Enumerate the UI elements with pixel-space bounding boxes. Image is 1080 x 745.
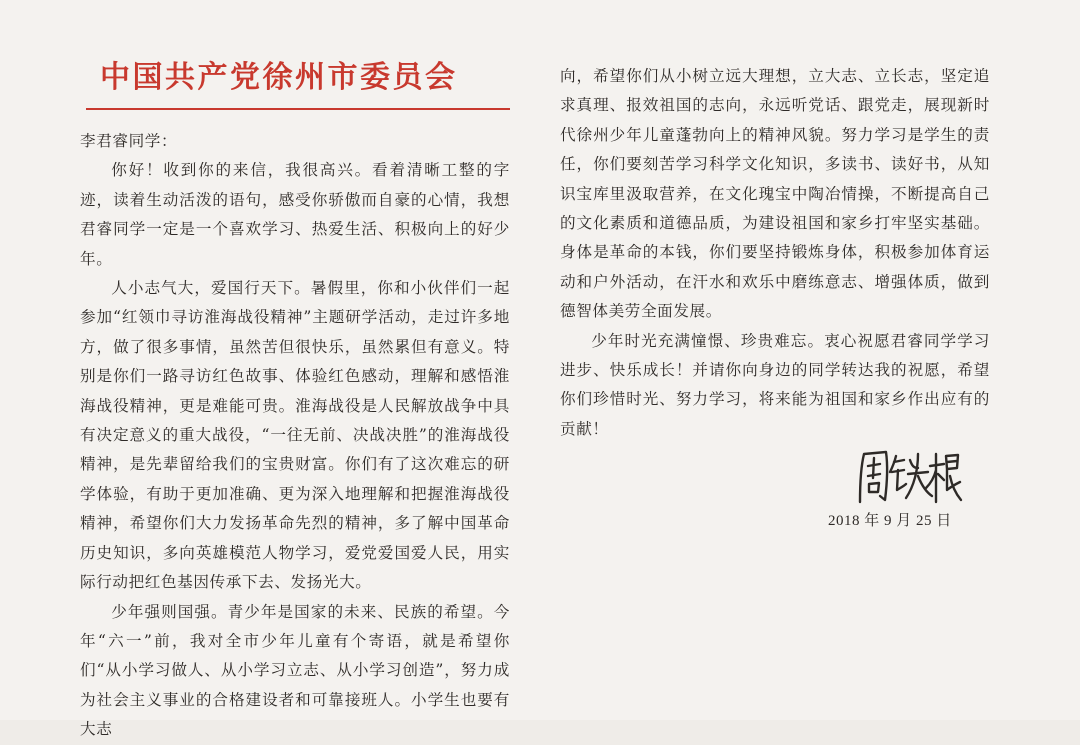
right-column (560, 0, 1010, 720)
letter-body-right (560, 62, 990, 444)
paragraph: 少年时光充满憧憬、珍贵难忘。衷心祝愿君睿同学学习进步、快乐成长！并请你向身边的同学转达我的祝愿，希望你们珍惜时光、努力学习，将来能为祖国和家乡作出应有的贡献！ (560, 331, 990, 438)
letter-body-left (80, 127, 510, 745)
left-column (80, 0, 530, 739)
handwritten-signature (852, 446, 962, 508)
letterhead-title: 中国共产党徐州市委员会 (100, 60, 458, 95)
letterhead-divider (86, 108, 510, 110)
paragraph: 人小志气大，爱国行天下。暑假里，你和小伙伴们一起参加“红领巾寻访淮海战役精神”主题研学活动，走过许多地方，做了很多事情，虽然苦但很快乐，虽然累但有意义。特别是你们一路寻访红色故事、体验红色感动，理解和感悟淮海战役精神，更是难能可贵。淮海战役是人民解放战争中具有决定意义的重大战役，“一往无前、决战决胜”的淮海战役精神，是先辈留给我们的宝贵财富。你们有了这次难忘的研学体验，有助于更加准确、更为深入地理解和把握淮海战役精神，希望你们大力发扬革命先烈的精神，多了解中国革命历史知识，多向英雄模范人物学习，爱党爱国爱人民，用实际行动把红色基因传承下去、发扬光大。 (80, 279, 510, 592)
paragraph-continued: 向，希望你们从小树立远大理想，立大志、立长志，坚定追求真理、报效祖国的志向，永远听党话、跟党走，展现新时代徐州少年儿童蓬勃向上的精神风貌。努力学习是学生的责任，你们要刻苦学习科学文化知识，多读书、读好书，从知识宝库里汲取营养，在文化瑰宝中陶冶情操，不断提高自己的文化素质和道德品质，为建设祖国和家乡打牢坚实基础。身体是革命的本钱，你们要坚持锻炼身体，积极参加体育运动和户外活动，在汗水和欢乐中磨练意志、增强体质，做到德智体美劳全面发展。 (560, 67, 990, 321)
letter-date: 2018 年 9 月 25 日 (828, 513, 952, 529)
salutation: 李君睿同学： (80, 132, 178, 150)
paragraph: 少年强则国强。青少年是国家的未来、民族的希望。今年“六一”前，我对全市少年儿童有个寄语，就是希望你们“从小学习做人、从小学习立志、从小学习创造”，努力成为社会主义事业的合格建设者和可靠接班人。小学生也要有大志 (80, 602, 510, 739)
paragraph: 你好！收到你的来信，我很高兴。看着清晰工整的字迹，读着生动活泼的语句，感受你骄傲而自豪的心情，我想君睿同学一定是一个喜欢学习、热爱生活、积极向上的好少年。 (80, 161, 510, 268)
